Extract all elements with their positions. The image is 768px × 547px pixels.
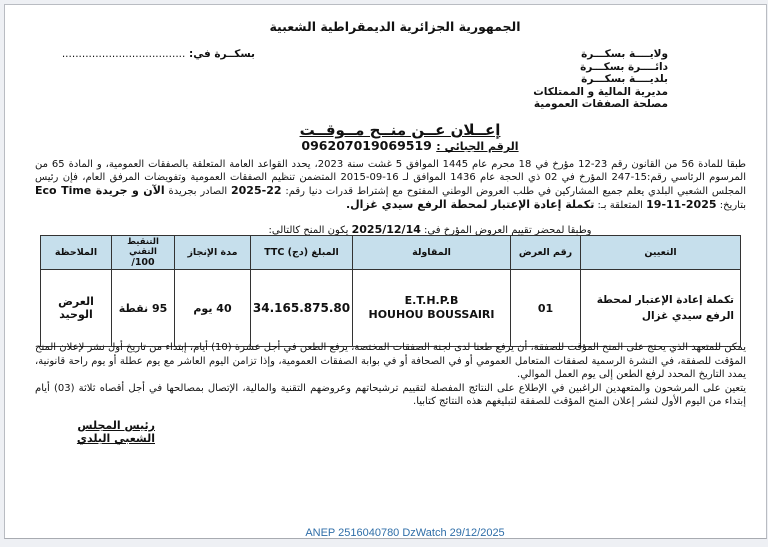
tender-date: 2025-11-19	[646, 198, 717, 211]
eval-text: وطبقا لمحضر تقييم العروض المؤرخ في:	[420, 225, 592, 236]
cell-amount: 34.165.875.80	[251, 270, 353, 347]
place-date-value: .....................................	[61, 48, 186, 60]
contractor-line1: E.T.H.P.B	[404, 294, 459, 307]
appeal-section	[35, 341, 746, 409]
col-amount: المبلغ (دج) TTC	[251, 236, 353, 270]
admin-line-directorate: مديرية المالية و الممتلكات	[533, 85, 668, 98]
col-designation: التعيين	[581, 236, 741, 270]
place-date-label: بسكــرة في:	[189, 48, 255, 60]
cell-remark: العرض الوحيد	[41, 270, 112, 347]
newspapers: الآن و جريدة Eco Time	[35, 184, 165, 197]
intro-text: طبقا للمادة 56 من القانون رقم 23-12 مؤرخ في 18 محرم عام 1445 الموافق 5 غشت سنة 2023، يحدد القواعد العامة المتعلقة بالصفقات العمومية، و المادة 65 من المرسوم الرئاسي رقم:15-247 المؤرخ في 02 ذي الحجة عام 1436 الموافق لـ 16-09-2015 المتضمن تنظيم الصفقات العمومية وتفويضات المرفق العام، فإن رئيس المجلس الشعبي البلدي يعلم جميع المشاركين في طلب العروض الوطني المفتوح مع إشتراط قدرات دنيا رقم:	[35, 159, 747, 197]
tender-subject: تكملة إعادة الإعتبار لمحطة الرفع سيدي غزال.	[345, 198, 595, 211]
admin-line-service: مصلحة الصفقات العمومية	[533, 98, 668, 111]
admin-line-wilaya: ولايــــة بسكـــرة	[581, 48, 668, 60]
tax-id-line	[295, 138, 525, 153]
legal-basis-paragraph	[35, 158, 746, 212]
col-remark: الملاحظة	[41, 236, 112, 270]
cell-contractor	[353, 270, 511, 347]
place-date-line	[55, 48, 255, 60]
issuing-authority-block	[468, 48, 668, 111]
admin-line-baladiya: بلديــــة بسكـــرة	[581, 73, 668, 86]
table-header-row	[41, 236, 741, 270]
intro-text: الصادر بجريدة	[164, 186, 231, 197]
admin-line-daira: دائــــرة بسكـــرة	[580, 60, 668, 73]
signature-title: رئيس المجلس الشعبي البلدي	[76, 419, 155, 445]
tender-number: 22-2025	[231, 184, 282, 197]
cell-designation: تكملة إعادة الإعتبار لمحطة الرفع سيدي غزال	[581, 270, 741, 347]
intro-text: بتاريخ:	[716, 200, 746, 211]
results-access-paragraph: يتعين على المرشحون والمتعهدين الراغبين في الإطلاع على النتائج المفصلة لتقييم ترشيحاتهم وعروضهم التقنية والمالية، الإتصال بمصالحها في أجل أقصاه ثلاثة (03) أيام إبتداء من اليوم الأول لنشر إعلان المنح المؤقت للصفقة لتبليغهم هذه النتائج كتابيا.	[35, 382, 746, 407]
cell-tech-score: 95 نقطة	[112, 270, 175, 347]
intro-text: المتعلقة بـ:	[594, 200, 647, 211]
document-page	[4, 4, 767, 539]
eval-date: 2025/12/14	[351, 223, 421, 236]
contractor-line2: HOUHOU BOUSSAIRI	[368, 308, 495, 321]
col-tech-score	[112, 236, 175, 270]
tech-score-header-line1: التنقيط التقني	[127, 237, 159, 257]
cell-offer-number: 01	[511, 270, 581, 347]
publication-footer: ANEP 2516040780 DzWatch 29/12/2025	[305, 527, 505, 539]
eval-text: يكون المنح كالتالي:	[268, 225, 352, 236]
col-offer-number: رقم العرض	[511, 236, 581, 270]
republic-heading: الجمهورية الجزائرية الديمقراطية الشعبية	[269, 19, 521, 34]
tech-score-header-line2: /100	[131, 257, 155, 268]
cell-duration: 40 يوم	[175, 270, 251, 347]
award-table	[40, 235, 741, 347]
col-contractor: المقاولة	[353, 236, 511, 270]
tax-id-value: 096207019069519	[301, 138, 432, 153]
appeal-paragraph: يمكن للمتعهد الذي يحتج على المنح المؤقت للصفقة، أن يرفع طعنا لدى لجنة الصفقات المختصة، يرفع الطعن في أجل عشرة (10) أيام، إبتداء من تاريخ أول نشر لإعلان المنح المؤقت للصفقة، في النشرة الرسمية لصفقات المتعامل العمومي أو في الصحافة أو في بوابة الصفقات العمومية، وإذا تزامن اليوم العاشر مع يوم عطلة أو يوم راحة قانونية، يمدد التاريخ المحدد لرفع الطعن إلى يوم العمل الموالي.	[35, 342, 746, 380]
notice-title: إعــلان عــن منــح مــوقــت	[299, 121, 501, 139]
col-duration: مدة الإنجاز	[175, 236, 251, 270]
tax-id-label: الرقم الجبائي :	[436, 140, 519, 153]
table-row	[41, 270, 741, 347]
